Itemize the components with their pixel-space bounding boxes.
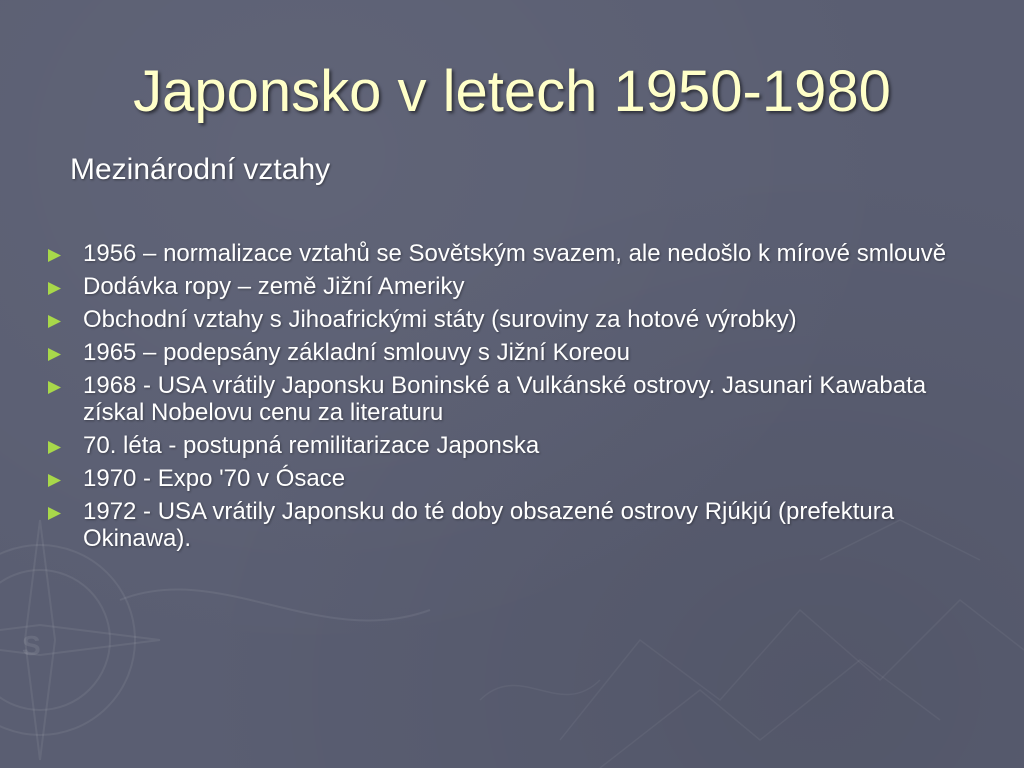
slide-title: Japonsko v letech 1950-1980 bbox=[133, 59, 891, 124]
bullet-item bbox=[48, 339, 983, 366]
bullet-text: 1968 - USA vrátily Japonsku Boninské a Vulkánské ostrovy. Jasunari Kawabata získal Nobelovu cenu za literaturu bbox=[83, 372, 927, 426]
bullet-text: 1972 - USA vrátily Japonsku do té doby obsazené ostrovy Rjúkjú (prefektura Okinawa). bbox=[83, 498, 895, 552]
bullet-item bbox=[48, 240, 983, 267]
bullet-text: 1970 - Expo '70 v Ósace bbox=[83, 465, 346, 492]
bullet-item bbox=[48, 372, 983, 426]
bullet-text: 70. léta - postupná remilitarizace Japonska bbox=[83, 432, 540, 459]
compass-letter-decoration: S bbox=[22, 630, 41, 661]
triangle-arrow-right-icon bbox=[48, 282, 62, 295]
bullet-text: 1965 – podepsány základní smlouvy s Jižní Koreou bbox=[83, 339, 630, 366]
triangle-arrow-right-icon bbox=[48, 507, 62, 520]
triangle-arrow-right-icon bbox=[48, 249, 62, 262]
triangle-arrow-right-icon bbox=[48, 381, 62, 394]
bullet-text: Obchodní vztahy s Jihoafrickými státy (suroviny za hotové výrobky) bbox=[83, 306, 797, 333]
bullet-item bbox=[48, 273, 983, 300]
bullet-list bbox=[48, 240, 983, 558]
bullet-item bbox=[48, 465, 983, 492]
triangle-arrow-right-icon bbox=[48, 348, 62, 361]
triangle-arrow-right-icon bbox=[48, 441, 62, 454]
triangle-arrow-right-icon bbox=[48, 474, 62, 487]
bullet-text: 1956 – normalizace vztahů se Sovětským svazem, ale nedošlo k mírové smlouvě bbox=[83, 240, 947, 267]
bullet-item bbox=[48, 498, 983, 552]
triangle-arrow-right-icon bbox=[48, 315, 62, 328]
bullet-item bbox=[48, 432, 983, 459]
bullet-item bbox=[48, 306, 983, 333]
bullet-text: Dodávka ropy – země Jižní Ameriky bbox=[83, 273, 465, 300]
slide-subtitle: Mezinárodní vztahy bbox=[70, 153, 331, 186]
